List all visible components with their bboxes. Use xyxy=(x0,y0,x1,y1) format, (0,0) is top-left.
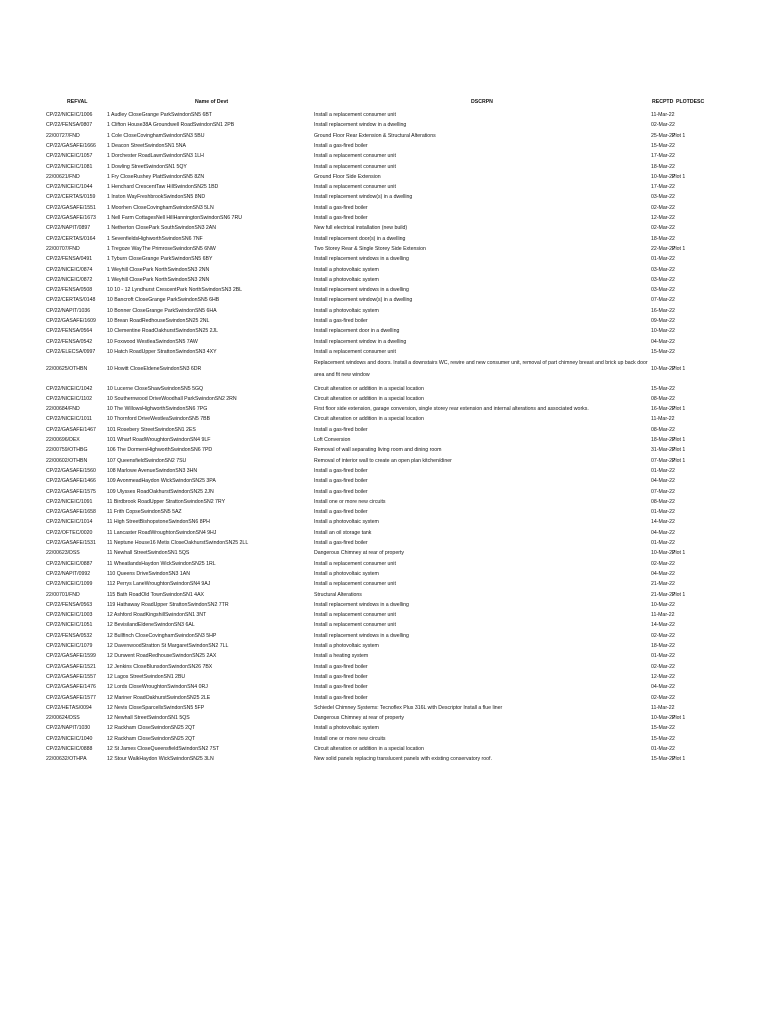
cell-refval: 22/00701/FND xyxy=(46,591,80,598)
cell-refval: CP/22/FENSA/0807 xyxy=(46,122,93,129)
cell-dscrpn: Structural Alterations xyxy=(314,591,362,598)
cell-name-of-devt: 12 Newhall StreetSwindonSN1 5QS xyxy=(107,715,190,722)
table-row xyxy=(0,357,770,383)
cell-dscrpn: Install replacement window(s) in a dwelling xyxy=(314,297,413,304)
cell-refval: CP/22/NAPIT/0897 xyxy=(46,225,91,232)
cell-refval: CP/22/NICEIC/0887 xyxy=(46,560,93,567)
cell-recptd: 18-Mar-22 xyxy=(651,437,675,443)
cell-recptd: 15-Mar-22 xyxy=(651,348,675,355)
cell-name-of-devt: 1 Weyhill ClosePark NorthSwindonSN3 2NN xyxy=(107,266,210,273)
cell-dscrpn: Install replacement windows in a dwelling xyxy=(314,601,409,608)
cell-name-of-devt: 112 Perrys LaneWroughtonSwindonSN4 9AJ xyxy=(107,581,211,588)
cell-recptd: 17-Mar-22 xyxy=(651,153,675,160)
cell-refval: CP/22/GASAFE/1466 xyxy=(46,478,96,485)
cell-refval: CP/22/GASAFE/1476 xyxy=(46,684,96,691)
cell-dscrpn: Ground Floor Rear Extension & Structural Alterations xyxy=(314,132,436,139)
cell-refval: CP/22/CERTAS/0148 xyxy=(46,297,96,304)
cell-refval: CP/22/NAPIT/0992 xyxy=(46,570,91,577)
cell-refval: CP/22/NICEIC/1042 xyxy=(46,385,93,392)
cell-refval: 22/00602/OTHBN xyxy=(46,457,88,464)
cell-recptd: 17-Mar-22 xyxy=(651,184,675,191)
cell-refval: CP/22/NICEIC/1079 xyxy=(46,643,93,649)
cell-name-of-devt: 1 SevenfieldsHighworthSwindonSN6 7NF xyxy=(107,235,203,242)
cell-dscrpn: Replacement windows and doors. Install a downstairs WC, rewire and new consumer unit, removal of part chimney breast and brick up back door area and fit new window xyxy=(314,360,648,379)
cell-dscrpn: Install a heating system xyxy=(314,653,369,660)
cell-name-of-devt: 10 Hatch RoadUpper StrattonSwindonSN3 4XY xyxy=(107,348,217,355)
cell-dscrpn: Circuit alteration or addition in a special location xyxy=(314,746,424,752)
cell-recptd: 21-Mar-22 xyxy=(651,581,675,588)
cell-refval: CP/22/NICEIC/0874 xyxy=(46,266,93,273)
cell-plotdesc: Plot 1 xyxy=(672,406,686,413)
cell-name-of-devt: 1 Dowling StreetSwindonSN1 5QY xyxy=(107,163,187,170)
cell-recptd: 18-Mar-22 xyxy=(651,235,675,242)
cell-recptd: 03-Mar-22 xyxy=(651,287,675,294)
cell-recptd: 04-Mar-22 xyxy=(651,478,675,485)
cell-recptd: 15-Mar-22 xyxy=(651,385,675,392)
cell-recptd: 01-Mar-22 xyxy=(651,746,675,752)
cell-name-of-devt: 12 Mariner RoadOakhurstSwindonSN25 2LE xyxy=(107,694,211,701)
cell-name-of-devt: 1 Tregoze WayThe PrimroseSwindonSN5 6NW xyxy=(107,245,216,252)
cell-name-of-devt: 12 Bullfinch CloseCovinghamSwindonSN3 5HP xyxy=(107,632,217,639)
cell-recptd: 01-Mar-22 xyxy=(651,540,675,546)
cell-recptd: 12-Mar-22 xyxy=(651,673,675,680)
cell-name-of-devt: 106 The DormersHighworthSwindonSN6 7PD xyxy=(107,447,213,454)
cell-refval: CP/22/NAPIT/1036 xyxy=(46,307,91,314)
cell-recptd: 11-Mar-22 xyxy=(651,704,675,711)
cell-name-of-devt: 10 Southernwood DriveWoodhall ParkSwindonSN2 2RN xyxy=(107,395,237,402)
cell-name-of-devt: 1 Audley CloseGrange ParkSwindonSN5 6BT xyxy=(107,112,212,118)
cell-name-of-devt: 12 Rackham CloseSwindonSN25 2QT xyxy=(107,735,196,742)
cell-refval: CP/22/ELECSA/0997 xyxy=(46,348,96,355)
cell-refval: CP/22/FENSA/0563 xyxy=(46,601,93,608)
header-plotdesc: PLOTDESC xyxy=(676,99,705,105)
cell-refval: CP/22/NICEIC/1006 xyxy=(46,112,93,118)
cell-dscrpn: Install a replacement consumer unit xyxy=(314,153,396,160)
cell-recptd: 11-Mar-22 xyxy=(651,112,675,118)
cell-recptd: 01-Mar-22 xyxy=(651,256,675,263)
cell-name-of-devt: 11 Newhall StreetSwindonSN1 5QS xyxy=(107,550,190,557)
cell-dscrpn: Removal of interior wall to create an open plan kitchen/diner xyxy=(314,457,452,464)
cell-dscrpn: Install replacement window(s) in a dwelling xyxy=(314,194,413,201)
cell-refval: CP/22/GASAFE/1551 xyxy=(46,204,96,211)
cell-recptd: 07-Mar-22 xyxy=(651,488,675,495)
cell-name-of-devt: 1 Fry CloseRushey PlattSwindonSN5 8ZN xyxy=(107,173,205,180)
cell-recptd: 31-Mar-22 xyxy=(651,447,675,454)
cell-name-of-devt: 10 Thornford DriveWestleaSwindonSN5 7BB xyxy=(107,416,211,423)
cell-plotdesc: Plot 1 xyxy=(672,447,686,454)
cell-name-of-devt: 1 Deacon StreetSwindonSN1 5NA xyxy=(107,142,187,149)
cell-name-of-devt: 1 Netherton ClosePark SouthSwindonSN3 2AN xyxy=(107,225,216,232)
cell-refval: CP/22/FENSA/0564 xyxy=(46,328,93,335)
cell-plotdesc: Plot 1 xyxy=(672,550,686,557)
cell-recptd: 10-Mar-22 xyxy=(651,328,675,335)
cell-plotdesc: Plot 1 xyxy=(672,457,686,464)
cell-dscrpn: Install a replacement consumer unit xyxy=(314,560,396,567)
cell-dscrpn: Install a replacement consumer unit xyxy=(314,112,396,118)
cell-dscrpn: Install replacement door(s) in a dwelling xyxy=(314,235,406,242)
cell-refval: CP/22/NICEIC/0888 xyxy=(46,746,93,752)
cell-refval: CP/22/GASAFE/1557 xyxy=(46,673,96,680)
cell-refval: CP/22/NICEIC/1102 xyxy=(46,395,93,402)
cell-refval: CP/22/GASAFE/1521 xyxy=(46,663,96,670)
cell-recptd: 02-Mar-22 xyxy=(651,122,675,129)
cell-name-of-devt: 1 Dorchester RoadLawnSwindonSN3 1LH xyxy=(107,153,204,160)
cell-refval: CP/22/GASAFE/1575 xyxy=(46,488,96,495)
cell-refval: CP/22/FENSA/0508 xyxy=(46,287,93,294)
cell-dscrpn: Install one or more new circuits xyxy=(314,735,386,742)
cell-refval: 22/00624/DSS xyxy=(46,715,80,722)
cell-name-of-devt: 10 10 - 12 Lyndhurst CrescentPark NorthSwindonSN3 2BL xyxy=(107,287,243,294)
cell-name-of-devt: 10 The WillowsHighworthSwindonSN6 7PG xyxy=(107,406,208,413)
cell-name-of-devt: 10 Brean RoadRedhouseSwindonSN25 2NL xyxy=(107,318,210,324)
cell-name-of-devt: 11 Neptune House16 Metis CloseOakhurstSwindonSN25 2LL xyxy=(107,540,249,546)
cell-dscrpn: Circuit alteration or addition in a special location xyxy=(314,416,424,423)
cell-recptd: 04-Mar-22 xyxy=(651,529,675,536)
cell-recptd: 04-Mar-22 xyxy=(651,338,675,345)
cell-dscrpn: Install a replacement consumer unit xyxy=(314,184,396,191)
cell-name-of-devt: 1 Tyburn CloseGrange ParkSwindonSN5 6BY xyxy=(107,256,213,263)
cell-name-of-devt: 11 Birdbrook RoadUpper StrattonSwindonSN2 7RY xyxy=(107,498,226,505)
cell-name-of-devt: 12 Ashford RoadKingshillSwindonSN1 3NT xyxy=(107,612,207,619)
cell-dscrpn: Circuit alteration or addition in a special location xyxy=(314,385,424,392)
cell-plotdesc: Plot 1 xyxy=(672,591,686,598)
cell-name-of-devt: 115 Bath RoadOld TownSwindonSN1 4AX xyxy=(107,591,204,598)
cell-refval: CP/22/GASAFE/1577 xyxy=(46,694,96,701)
cell-plotdesc: Plot 1 xyxy=(672,245,686,252)
cell-recptd: 11-Mar-22 xyxy=(651,612,675,619)
cell-recptd: 01-Mar-22 xyxy=(651,467,675,474)
cell-refval: CP/22/NICEIC/1057 xyxy=(46,153,93,160)
cell-refval: CP/22/HETAS/0094 xyxy=(46,704,92,711)
cell-dscrpn: Circuit alteration or addition in a special location xyxy=(314,395,424,402)
cell-dscrpn: Install a gas-fired boiler xyxy=(314,684,368,691)
cell-refval: CP/22/GASAFE/1658 xyxy=(46,509,96,516)
cell-name-of-devt: 1 Inston WayFreshbrookSwindonSN5 8ND xyxy=(107,194,206,201)
cell-refval: CP/22/OFTEC/0020 xyxy=(46,529,93,536)
cell-refval: 22/00707/FND xyxy=(46,245,80,252)
cell-recptd: 16-Mar-22 xyxy=(651,406,675,413)
cell-refval: CP/22/NAPIT/1030 xyxy=(46,725,91,732)
cell-dscrpn: Install a photovoltaic system xyxy=(314,307,379,314)
cell-dscrpn: Schiedel Chimney Systems: Tecnoflex Plus 316L with Descriptor Install a flue liner xyxy=(314,704,503,711)
cell-plotdesc: Plot 1 xyxy=(672,173,686,180)
cell-recptd: 07-Mar-22 xyxy=(651,457,675,464)
cell-plotdesc: Plot 1 xyxy=(672,132,686,139)
cell-refval: CP/22/GASAFE/1467 xyxy=(46,426,96,433)
cell-refval: CP/22/GASAFE/1599 xyxy=(46,653,96,660)
cell-name-of-devt: 12 DavenwoodStratton St MargaretSwindonSN2 7LL xyxy=(107,643,229,649)
cell-refval: CP/22/GASAFE/1666 xyxy=(46,142,96,149)
cell-recptd: 08-Mar-22 xyxy=(651,426,675,433)
cell-recptd: 02-Mar-22 xyxy=(651,632,675,639)
cell-dscrpn: Install an oil storage tank xyxy=(314,529,372,536)
cell-recptd: 01-Mar-22 xyxy=(651,509,675,516)
cell-refval: CP/22/FENSA/0532 xyxy=(46,632,93,639)
cell-recptd: 14-Mar-22 xyxy=(651,622,675,629)
cell-refval: 22/00727/FND xyxy=(46,132,80,139)
cell-recptd: 08-Mar-22 xyxy=(651,498,675,505)
cell-refval: 22/00623/DSS xyxy=(46,550,80,557)
cell-dscrpn: Dangerous Chimney at rear of property xyxy=(314,550,404,557)
cell-dscrpn: Install a replacement consumer unit xyxy=(314,612,396,619)
cell-dscrpn: Two Storey Rear & Single Storey Side Extension xyxy=(314,245,426,252)
cell-dscrpn: New full electrical installation (new build) xyxy=(314,225,408,232)
cell-refval: CP/22/CERTAS/0164 xyxy=(46,235,96,242)
cell-refval: CP/22/FENSA/0491 xyxy=(46,256,93,263)
cell-dscrpn: Install a gas-fired boiler xyxy=(314,215,368,221)
cell-dscrpn: New solid panels replacing translucent panels with existing conservatory roof. xyxy=(314,756,492,763)
cell-dscrpn: Install replacement windows in a dwelling xyxy=(314,287,409,294)
cell-dscrpn: Install a gas-fired boiler xyxy=(314,204,368,211)
cell-recptd: 10-Mar-22 xyxy=(651,550,675,557)
cell-dscrpn: Install a replacement consumer unit xyxy=(314,581,396,588)
cell-recptd: 21-Mar-22 xyxy=(651,591,675,598)
cell-recptd: 02-Mar-22 xyxy=(651,225,675,232)
cell-recptd: 07-Mar-22 xyxy=(651,297,675,304)
cell-name-of-devt: 101 Wharf RoadWroughtonSwindonSN4 9LF xyxy=(107,437,211,443)
cell-name-of-devt: 12 Stour WalkHaydon WickSwindonSN25 3LN xyxy=(107,756,214,763)
cell-name-of-devt: 107 QueensfieldSwindonSN2 7SU xyxy=(107,457,187,464)
cell-recptd: 08-Mar-22 xyxy=(651,395,675,402)
cell-dscrpn: Install a photovoltaic system xyxy=(314,519,379,526)
cell-refval: CP/22/NICEIC/1011 xyxy=(46,416,93,423)
header-dscrpn: DSCRPN xyxy=(471,99,493,105)
cell-name-of-devt: 10 Bonner CloseGrange ParkSwindonSN5 6HA xyxy=(107,307,217,314)
cell-name-of-devt: 108 Marlowe AvenueSwindonSN3 3HN xyxy=(107,467,198,474)
cell-name-of-devt: 1 Weyhill ClosePark NorthSwindonSN3 2NN xyxy=(107,276,210,283)
cell-dscrpn: Install a replacement consumer unit xyxy=(314,348,396,355)
cell-recptd: 04-Mar-22 xyxy=(651,570,675,577)
cell-name-of-devt: 101 Rosebery StreetSwindonSN1 2ES xyxy=(107,426,196,433)
cell-name-of-devt: 12 BevisilandEldeneSwindonSN3 6AL xyxy=(107,622,195,629)
cell-dscrpn: Install a gas-fired boiler xyxy=(314,694,368,701)
cell-dscrpn: Install a gas-fired boiler xyxy=(314,478,368,485)
cell-recptd: 04-Mar-22 xyxy=(651,684,675,691)
cell-name-of-devt: 10 Bancroft CloseGrange ParkSwindonSN5 6HB xyxy=(107,297,220,304)
cell-plotdesc: Plot 1 xyxy=(672,715,686,722)
cell-dscrpn: Install a gas-fired boiler xyxy=(314,673,368,680)
cell-recptd: 03-Mar-22 xyxy=(651,194,675,201)
cell-recptd: 02-Mar-22 xyxy=(651,663,675,670)
cell-name-of-devt: 12 Lords CloseWroughtonSwindonSN4 0RJ xyxy=(107,684,208,691)
cell-recptd: 09-Mar-22 xyxy=(651,318,675,324)
cell-name-of-devt: 12 Dunwent RoadRedhouseSwindonSN25 2AX xyxy=(107,653,217,660)
cell-recptd: 15-Mar-22 xyxy=(651,735,675,742)
cell-refval: CP/22/NICEIC/1091 xyxy=(46,498,93,505)
cell-recptd: 15-Mar-22 xyxy=(651,725,675,732)
cell-refval: 22/00621/FND xyxy=(46,173,80,180)
cell-recptd: 14-Mar-22 xyxy=(651,519,675,526)
cell-refval: CP/22/FENSA/0542 xyxy=(46,338,93,345)
cell-dscrpn: Install replacement window in a dwelling xyxy=(314,122,407,129)
cell-recptd: 25-Mar-22 xyxy=(651,132,675,139)
cell-dscrpn: Install a photovoltaic system xyxy=(314,643,379,649)
cell-refval: 22/00684/FND xyxy=(46,406,80,413)
cell-name-of-devt: 109 AvonmeadHaydon WickSwindonSN25 3PA xyxy=(107,478,216,485)
cell-name-of-devt: 1 Clifton House38A Groundwell RoadSwindonSN1 2PB xyxy=(107,122,235,129)
cell-dscrpn: Install a gas-fired boiler xyxy=(314,509,368,516)
cell-dscrpn: Install a gas-fired boiler xyxy=(314,318,368,324)
cell-refval: CP/22/NICEIC/1014 xyxy=(46,519,93,526)
cell-refval: CP/22/GASAFE/1560 xyxy=(46,467,96,474)
cell-dscrpn: Install a photovoltaic system xyxy=(314,266,379,273)
cell-dscrpn: First floor side extension, garage conversion, single storey rear extension and internal alterations and associated works. xyxy=(314,406,589,413)
cell-name-of-devt: 11 WheatlandsHaydon WickSwindonSN25 1RL xyxy=(107,560,216,567)
cell-recptd: 18-Mar-22 xyxy=(651,163,675,170)
cell-recptd: 10-Mar-22 xyxy=(651,715,675,722)
cell-name-of-devt: 11 Lancaster RoadWroughtonSwindonSN4 9HJ xyxy=(107,529,217,536)
cell-refval: CP/22/GASAFE/1673 xyxy=(46,215,96,221)
cell-refval: 22/00696/DEX xyxy=(46,437,80,443)
cell-recptd: 15-Mar-22 xyxy=(651,756,675,763)
cell-name-of-devt: 1 Moorhen CloseCovinghamSwindonSN3 5LN xyxy=(107,204,214,211)
cell-refval: CP/22/GASAFE/1531 xyxy=(46,540,96,546)
cell-name-of-devt: 10 Foxwood WestleaSwindonSN5 7AW xyxy=(107,338,198,345)
cell-recptd: 10-Mar-22 xyxy=(651,366,675,373)
cell-name-of-devt: 119 Hathaway RoadUpper StrattonSwindonSN2 7TR xyxy=(107,601,229,608)
cell-name-of-devt: 11 High StreetBishopstoneSwindonSN6 8PH xyxy=(107,519,210,526)
cell-recptd: 03-Mar-22 xyxy=(651,266,675,273)
cell-dscrpn: Install one or more new circuits xyxy=(314,498,386,505)
cell-dscrpn: Install replacement window in a dwelling xyxy=(314,338,407,345)
cell-plotdesc: Plot 1 xyxy=(672,366,686,373)
cell-dscrpn: Install a replacement consumer unit xyxy=(314,622,396,629)
cell-dscrpn: Install a replacement consumer unit xyxy=(314,163,396,170)
cell-name-of-devt: 12 Nevis CloseSparcellsSwindonSN5 5FP xyxy=(107,704,205,711)
cell-name-of-devt: 10 Howitt CloseEldeneSwindonSN3 6DR xyxy=(107,366,202,373)
cell-recptd: 02-Mar-22 xyxy=(651,694,675,701)
cell-name-of-devt: 1 Henchard CrescentTaw HillSwindonSN25 1BD xyxy=(107,184,219,191)
cell-recptd: 10-Mar-22 xyxy=(651,173,675,180)
cell-name-of-devt: 11 Frith CopseSwindonSN5 5AZ xyxy=(107,509,182,516)
cell-dscrpn: Install a gas-fired boiler xyxy=(314,426,368,433)
cell-recptd: 15-Mar-22 xyxy=(651,142,675,149)
cell-refval: 22/00759/OTHBG xyxy=(46,447,88,454)
cell-recptd: 18-Mar-22 xyxy=(651,643,675,649)
cell-dscrpn: Dangerous Chimney at rear of property xyxy=(314,715,404,722)
cell-name-of-devt: 1 Nell Farm CottagesNell HillHanningtonSwindonSN6 7RU xyxy=(107,215,242,221)
header-refval: REFVAL xyxy=(67,99,88,105)
cell-name-of-devt: 10 Lucerne CloseShawSwindonSN5 5GQ xyxy=(107,385,204,392)
cell-plotdesc: Plot 1 xyxy=(672,756,686,763)
cell-dscrpn: Install replacement door in a dwelling xyxy=(314,328,400,335)
cell-dscrpn: Install a photovoltaic system xyxy=(314,570,379,577)
cell-name-of-devt: 109 Ulysses RoadOakhurstSwindonSN25 2JN xyxy=(107,488,214,495)
cell-recptd: 16-Mar-22 xyxy=(651,307,675,314)
cell-refval: CP/22/NICEIC/1044 xyxy=(46,184,93,191)
cell-refval: 22/00632/OTHPA xyxy=(46,756,87,763)
cell-recptd: 02-Mar-22 xyxy=(651,204,675,211)
cell-refval: 22/00625/OTHBN xyxy=(46,366,88,373)
cell-refval: CP/22/GASAFE/1609 xyxy=(46,318,96,324)
cell-refval: CP/22/NICEIC/1040 xyxy=(46,735,93,742)
cell-name-of-devt: 1 Cole CloseCovinghamSwindonSN3 5BU xyxy=(107,132,205,139)
cell-refval: CP/22/CERTAS/0159 xyxy=(46,194,96,201)
cell-refval: CP/22/NICEIC/1099 xyxy=(46,581,93,588)
cell-name-of-devt: 12 Rackham CloseSwindonSN25 2QT xyxy=(107,725,196,732)
cell-recptd: 12-Mar-22 xyxy=(651,215,675,221)
cell-name-of-devt: 12 Jenkins CloseBlunsdonSwindonSN26 7BX xyxy=(107,663,213,670)
cell-refval: CP/22/NICEIC/0872 xyxy=(46,276,93,283)
header-name-of-devt: Name of Devt xyxy=(195,99,229,105)
cell-dscrpn: Install replacement windows in a dwelling xyxy=(314,632,409,639)
cell-dscrpn: Install a photovoltaic system xyxy=(314,276,379,283)
header-recptd: RECPTD xyxy=(652,99,674,105)
cell-recptd: 01-Mar-22 xyxy=(651,653,675,660)
cell-dscrpn: Loft Conversion xyxy=(314,437,351,443)
cell-name-of-devt: 110 Queens DriveSwindonSN3 1AN xyxy=(107,570,190,577)
cell-refval: CP/22/NICEIC/1003 xyxy=(46,612,93,619)
cell-refval: CP/22/NICEIC/1081 xyxy=(46,163,93,170)
cell-recptd: 02-Mar-22 xyxy=(651,560,675,567)
cell-dscrpn: Install a gas-fired boiler xyxy=(314,540,368,546)
cell-recptd: 11-Mar-22 xyxy=(651,416,675,423)
cell-plotdesc: Plot 1 xyxy=(672,437,686,443)
cell-recptd: 22-Mar-22 xyxy=(651,245,675,252)
cell-refval: CP/22/NICEIC/1051 xyxy=(46,622,93,629)
cell-name-of-devt: 12 Lagos StreetSwindonSN1 2BU xyxy=(107,673,186,680)
cell-name-of-devt: 12 St James CloseQueensfieldSwindonSN2 7ST xyxy=(107,746,220,752)
cell-dscrpn: Install a gas-fired boiler xyxy=(314,488,368,495)
cell-name-of-devt: 10 Clementine RoadOakhurstSwindonSN25 2JL xyxy=(107,328,219,335)
cell-dscrpn: Install a gas-fired boiler xyxy=(314,467,368,474)
cell-dscrpn: Install a gas-fired boiler xyxy=(314,663,368,670)
cell-recptd: 03-Mar-22 xyxy=(651,276,675,283)
cell-dscrpn: Install replacement windows in a dwelling xyxy=(314,256,409,263)
cell-dscrpn: Install a gas-fired boiler xyxy=(314,142,368,149)
cell-dscrpn: Install a photovoltaic system xyxy=(314,725,379,732)
cell-dscrpn: Removal of wall separating living room and dining room xyxy=(314,447,442,454)
cell-recptd: 10-Mar-22 xyxy=(651,601,675,608)
cell-dscrpn: Ground Floor Side Extension xyxy=(314,173,381,180)
